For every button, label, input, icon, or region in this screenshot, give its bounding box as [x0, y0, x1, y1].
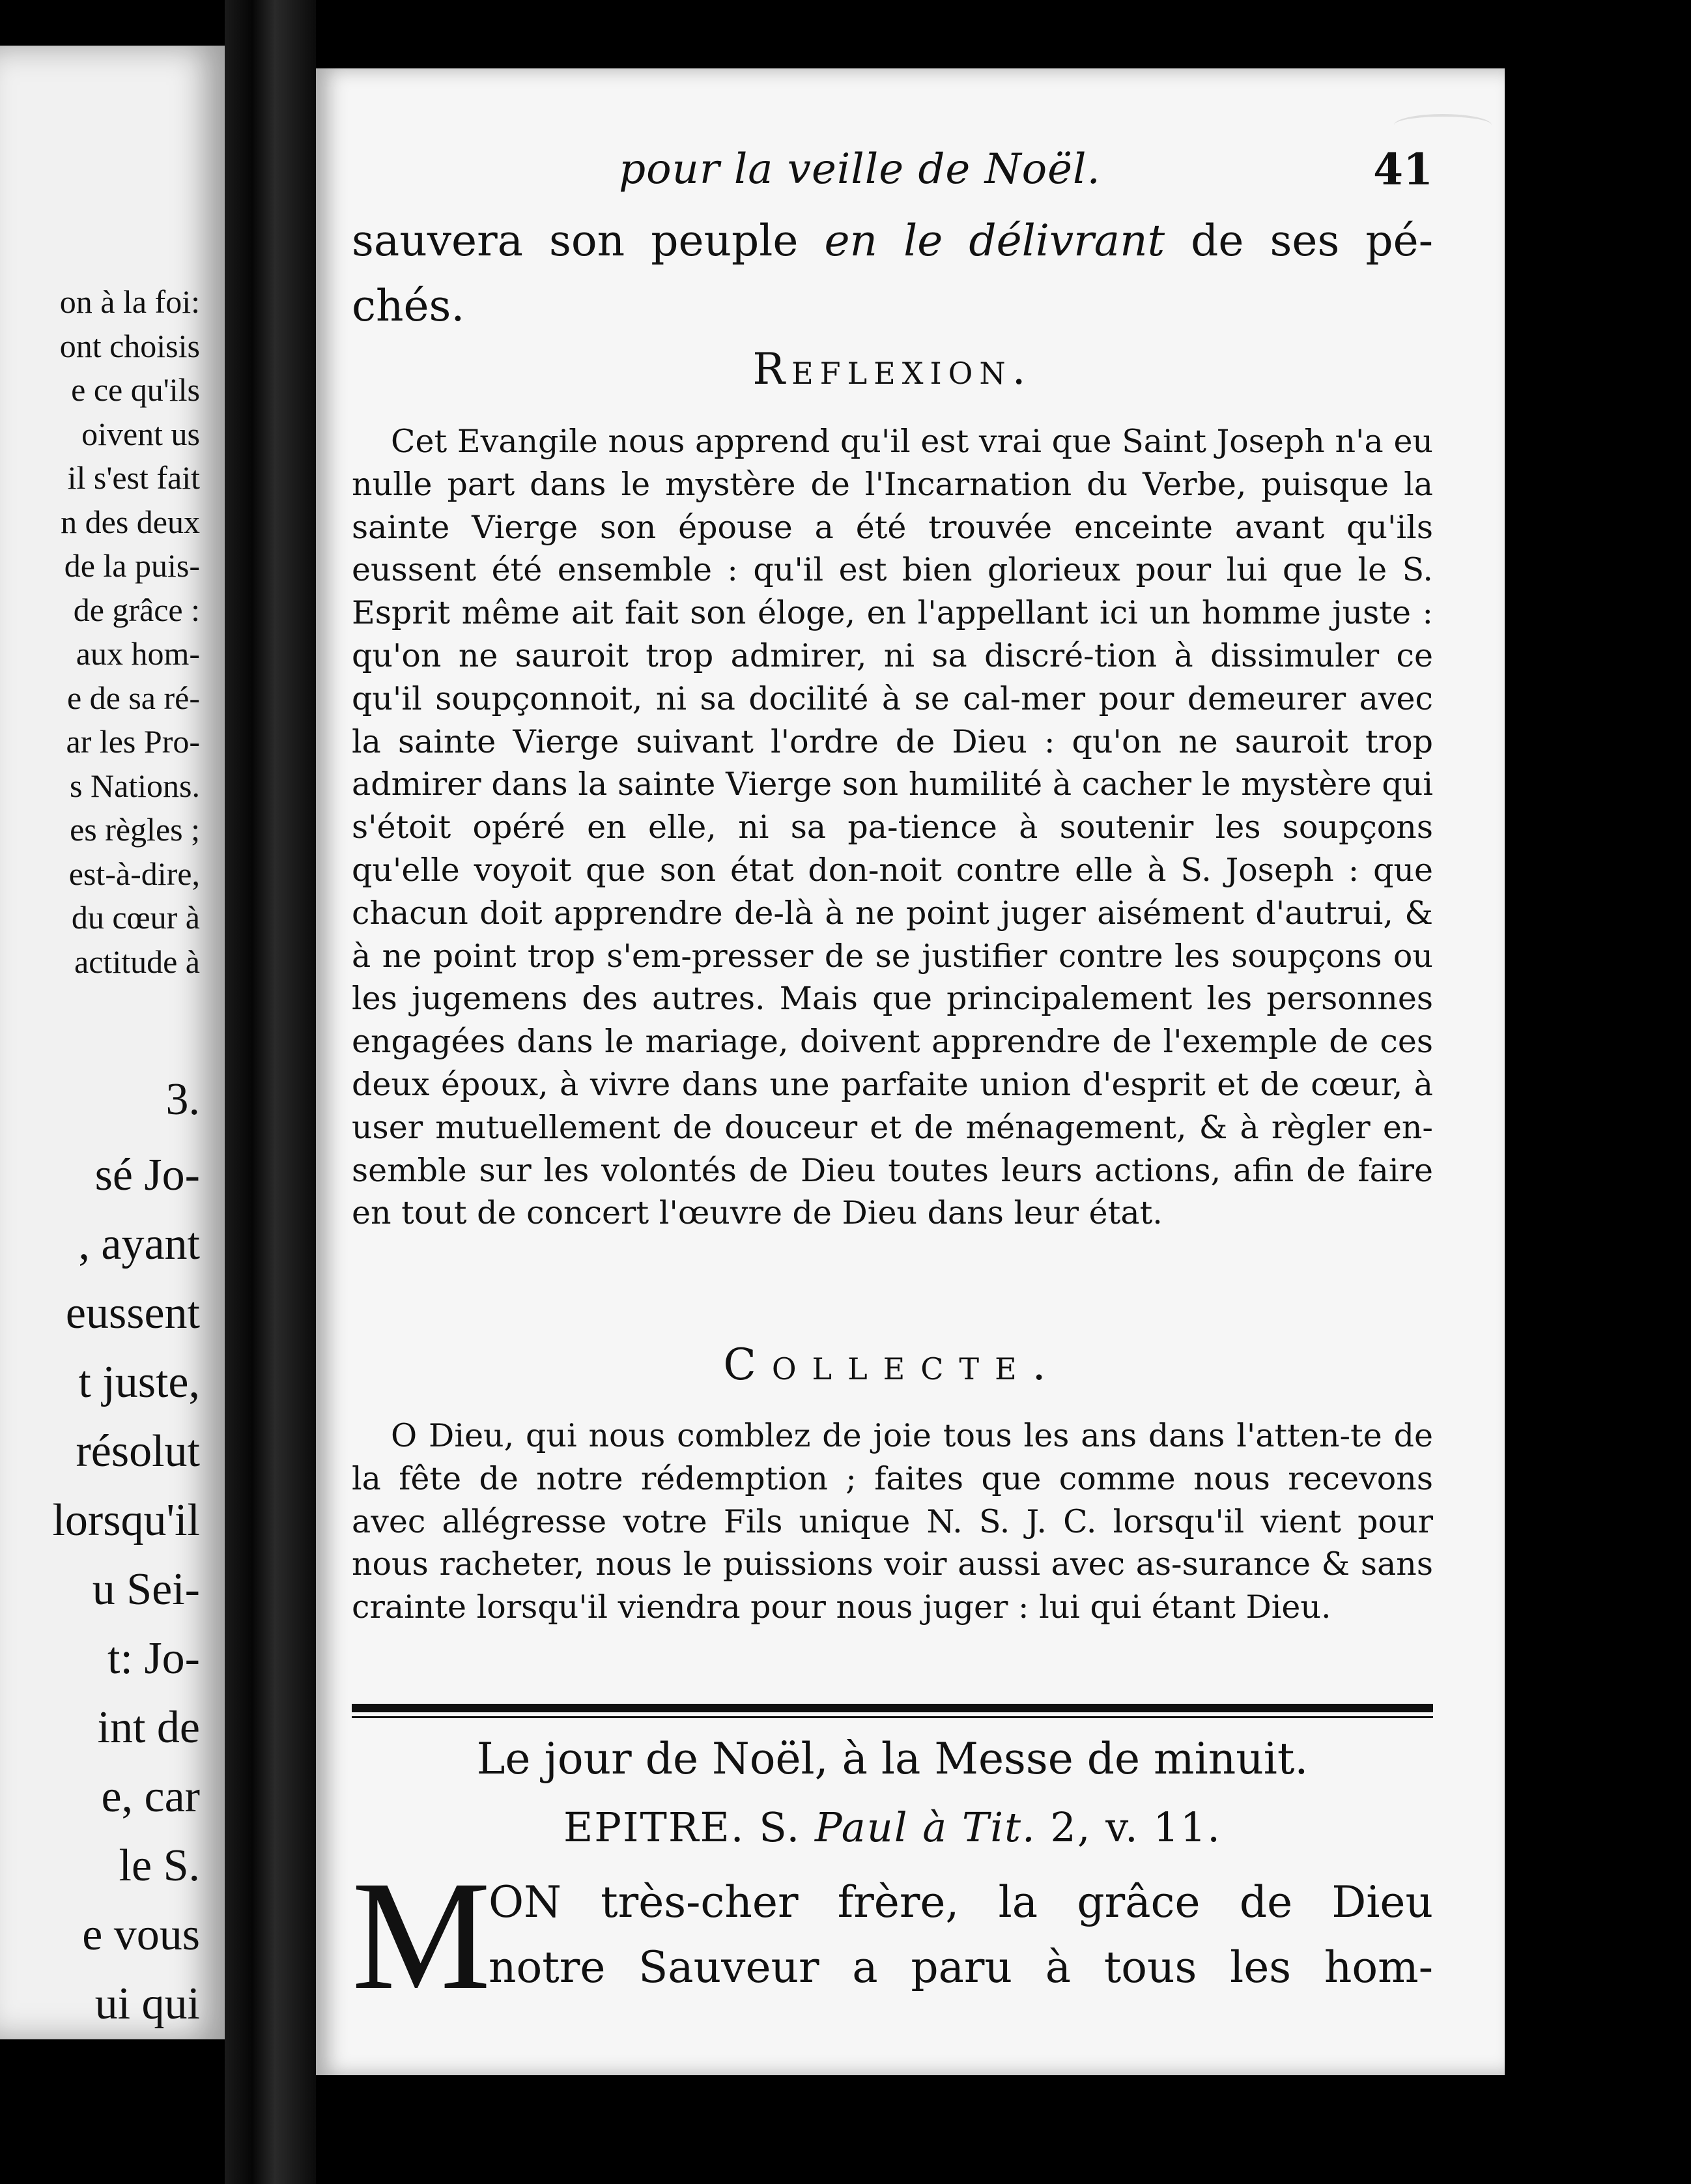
mass-heading: Le jour de Noël, à la Messe de minuit.	[476, 1734, 1309, 1784]
previous-page-large-line: t: Jo-	[107, 1633, 200, 1684]
previous-page-line: ar les Pro-	[66, 723, 200, 760]
epistle-line: notre Sauveur a paru à tous les hom-	[489, 1942, 1433, 1992]
previous-page-large-line: résolut	[76, 1426, 200, 1476]
previous-page-line: on à la foi:	[59, 283, 200, 320]
previous-page-large-line: t juste,	[78, 1357, 200, 1407]
previous-page-large-line: e vous	[82, 1910, 200, 1960]
book-gutter	[225, 0, 316, 2184]
previous-page-line: e de sa ré-	[66, 679, 200, 716]
continuation-text-end: de ses pé-chés.	[352, 216, 1433, 331]
previous-page-line: de la puis-	[64, 547, 200, 584]
epistle-heading	[352, 1795, 1433, 1860]
continuation-text-start: sauvera son peuple	[352, 216, 825, 266]
previous-page-large-line: eussent	[65, 1288, 200, 1338]
previous-page-large-line: ui qui	[94, 1979, 200, 2029]
previous-page-line: il s'est fait	[67, 459, 200, 496]
epistle-heading-italic: Paul à Tit.	[814, 1803, 1036, 1851]
epistle-lines	[489, 1870, 1433, 2000]
previous-page-large-line: e, car	[101, 1772, 200, 1822]
book-page	[316, 68, 1505, 2075]
previous-page-line: du cœur à	[71, 899, 200, 936]
previous-page-line: ont choisis	[59, 327, 200, 364]
collecte-paragraph: O Dieu, qui nous comblez de joie tous les ans dans l'atten-te de la fête de notre rédemption ; faites que comme nous recevons avec allégresse votre Fils unique N. S. J. C. lorsqu'il vient pour nous racheter, nous le puissions voir aussi avec as-surance & sans crainte lorsqu'il viendra pour nous juger : lui qui étant Dieu.	[352, 1417, 1433, 1626]
continuation-text	[352, 208, 1433, 339]
previous-page-line: n des deux	[61, 503, 200, 540]
collecte-heading: Collecte.	[723, 1340, 1062, 1390]
previous-page-line: de grâce :	[73, 591, 200, 628]
epistle-text	[352, 1848, 1433, 2022]
previous-page-marker: 3.	[165, 1074, 200, 1125]
previous-page-large-line: le S.	[119, 1841, 200, 1891]
epistle-heading-suffix: 2, v. 11.	[1036, 1803, 1221, 1851]
previous-page-line: es règles ;	[70, 811, 200, 848]
section-divider-rule	[352, 1704, 1433, 1712]
running-title: pour la veille de Noël.	[619, 145, 1101, 194]
page-number: 41	[1373, 144, 1433, 195]
previous-page-line: e ce qu'ils	[71, 371, 200, 408]
previous-page-fragment	[0, 46, 225, 2039]
continuation-text-italic: en le délivrant	[824, 216, 1165, 266]
previous-page-line: oivent us	[81, 415, 200, 452]
epistle-line: ON très-cher frère, la grâce de Dieu	[489, 1877, 1433, 1927]
reflexion-heading: Reflexion.	[752, 344, 1032, 394]
reflexion-paragraph: Cet Evangile nous apprend qu'il est vrai que Saint Joseph n'a eu nulle part dans le mystère de l'Incarnation du Verbe, puisque la sainte Vierge son épouse a été trouvée enceinte avant qu'ils eussent été ensemble : qu'il est bien glorieux pour lui que le S. Esprit même ait fait son éloge, en l'appellant ici un homme juste : qu'on ne sauroit trop admirer, ni sa discré-tion à dissimuler ce qu'il soupçonnoit, ni sa docilité à se cal-mer pour demeurer avec la sainte Vierge suivant l'ordre de Dieu : qu'on ne sauroit trop admirer dans la sainte Vierge son humilité à cacher le mystère qui s'étoit opéré en elle, ni sa pa-tience à soutenir les soupçons qu'elle voyoit que son état don-noit contre elle à S. Joseph : que chacun doit apprendre de-là à ne point juger aisément d'autrui, & à ne point trop s'em-presser de se justifier contre les soupçons ou les jugemens des autres. Mais que principalement les personnes engagées dans le mariage, doivent apprendre de l'exemple de ces deux époux, à vivre dans une parfaite union d'esprit et de cœur, à user mutuellement de douceur et de ménagement, & à règler en-semble sur les volontés de Dieu toutes leurs actions, afin de faire en tout de concert l'œuvre de Dieu dans leur état.	[352, 423, 1433, 1232]
previous-page-large-line: u Sei-	[92, 1564, 200, 1615]
previous-page-line: aux hom-	[76, 635, 200, 672]
previous-page-text-lines	[60, 280, 200, 984]
drop-cap: M	[352, 1848, 491, 2022]
previous-page-line: est-à-dire,	[68, 855, 200, 892]
previous-page-large-line: lorsqu'il	[52, 1495, 200, 1545]
previous-page-large-line: sé Jo-	[94, 1150, 200, 1200]
previous-page-line: s Nations.	[70, 767, 200, 804]
previous-page-large-line: int de	[97, 1703, 200, 1753]
previous-page-large-text-lines	[52, 1065, 200, 2039]
epistle-heading-prefix: EPITRE. S.	[563, 1803, 815, 1851]
running-head	[352, 134, 1433, 205]
previous-page-line: actitude à	[74, 943, 200, 980]
previous-page-large-line: , ayant	[78, 1219, 200, 1269]
